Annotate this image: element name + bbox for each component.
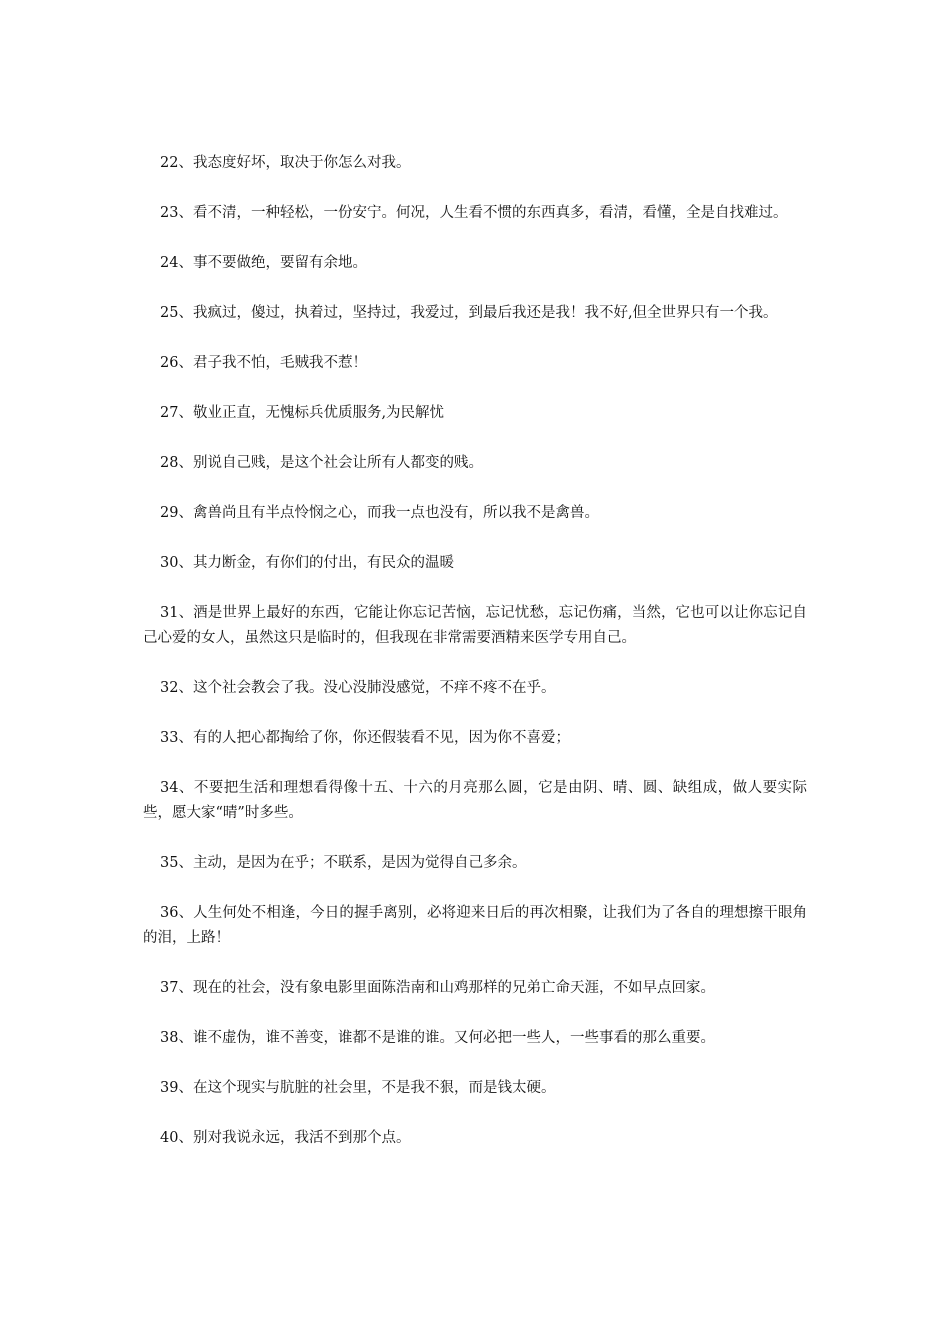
quote-35: 35、主动，是因为在乎；不联系，是因为觉得自己多余。 (160, 855, 527, 871)
quote-39: 39、在这个现实与肮脏的社会里，不是我不狠，而是钱太硬。 (160, 1080, 556, 1096)
quote-31: 31、酒是世界上最好的东西，它能让你忘记苦恼，忘记忧愁，忘记伤痛，当然，它也可以让你忘记自己心爱的女人，虽然这只是临时的，但我现在非常需要酒精来医学专用自己。 (143, 605, 807, 646)
quote-26: 26、君子我不怕，毛贼我不惹！ (160, 355, 367, 371)
quote-27: 27、敬业正直，无愧标兵优质服务,为民解忧 (160, 405, 445, 421)
document-body (143, 151, 807, 1176)
quote-29: 29、禽兽尚且有半点怜悯之心，而我一点也没有，所以我不是禽兽。 (160, 505, 599, 521)
quote-34: 34、不要把生活和理想看得像十五、十六的月亮那么圆，它是由阴、晴、圆、缺组成，做人要实际些，愿大家“晴”时多些。 (143, 780, 807, 821)
quote-40: 40、别对我说永远，我活不到那个点。 (160, 1130, 411, 1146)
quote-37: 37、现在的社会，没有象电影里面陈浩南和山鸡那样的兄弟亡命天涯，不如早点回家。 (160, 980, 715, 996)
quote-24: 24、事不要做绝，要留有余地。 (160, 255, 367, 271)
quote-22: 22、我态度好坏，取决于你怎么对我。 (160, 155, 411, 171)
quote-36: 36、人生何处不相逢，今日的握手离别，必将迎来日后的再次相聚，让我们为了各自的理想擦干眼角的泪，上路！ (143, 905, 807, 946)
quote-30: 30、其力断金，有你们的付出，有民众的温暖 (160, 555, 454, 571)
quote-23: 23、看不清，一种轻松，一份安宁。何况，人生看不惯的东西真多，看清，看懂，全是自找难过。 (160, 205, 788, 221)
quote-28: 28、别说自己贱，是这个社会让所有人都变的贱。 (160, 455, 483, 471)
quote-33: 33、有的人把心都掏给了你，你还假装看不见，因为你不喜爱； (160, 730, 570, 746)
quote-32: 32、这个社会教会了我。没心没肺没感觉，不痒不疼不在乎。 (160, 680, 556, 696)
quote-25: 25、我疯过，傻过，执着过，坚持过，我爱过，到最后我还是我！我不好,但全世界只有一个我。 (160, 305, 778, 321)
quote-38: 38、谁不虚伪，谁不善变，谁都不是谁的谁。又何必把一些人，一些事看的那么重要。 (160, 1030, 715, 1046)
